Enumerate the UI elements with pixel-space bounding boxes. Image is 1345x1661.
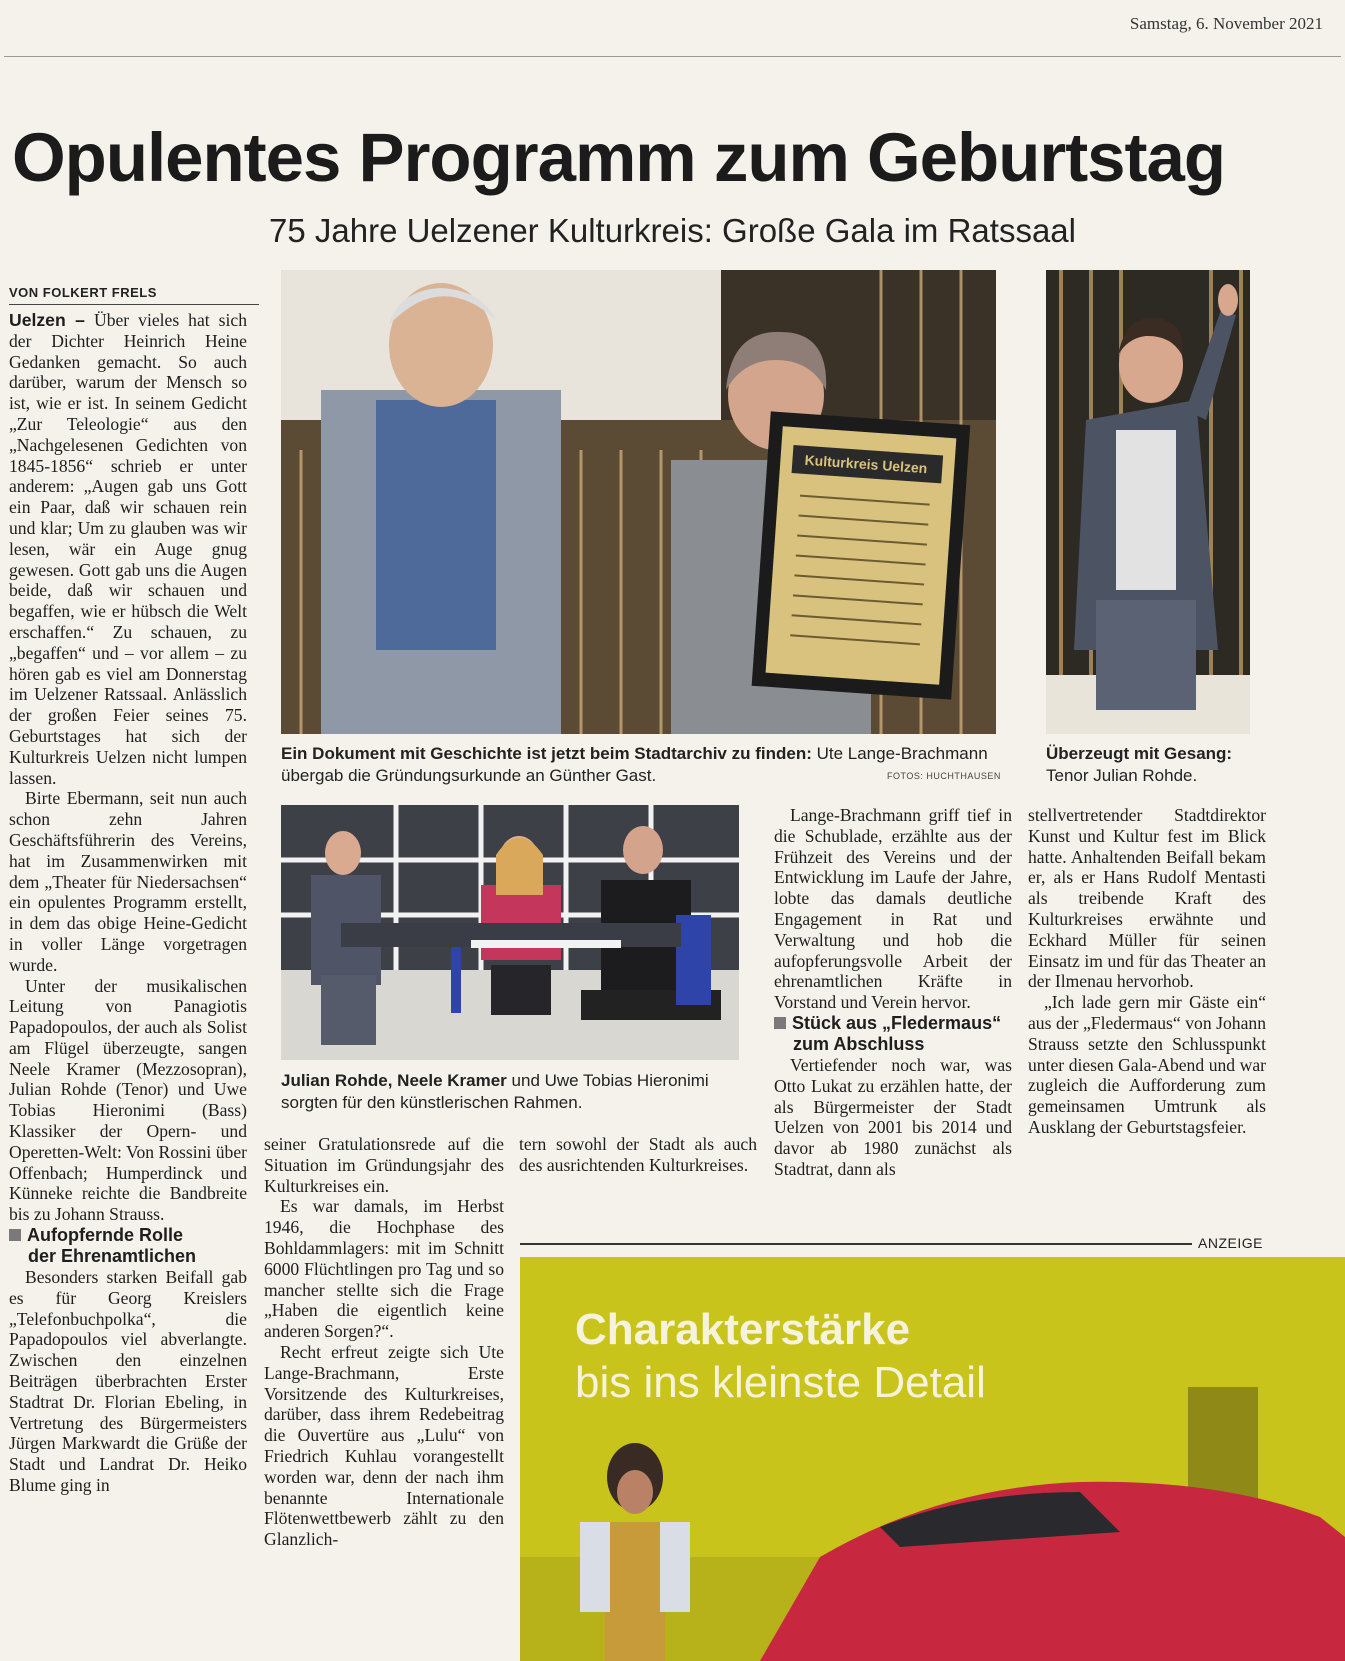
paragraph: Lange-Brachmann griff tief in die Schublade, erzählte aus der Frühzeit des Vereins und der Entwicklung im Laufe der Jahre, lobte das damals deutliche Engagement in Rat und Verwaltung und hob die aufopferungsvolle Arbeit der ehrenamtlichen Kräfte in Vorstand und Verein hervor.: [774, 805, 1012, 1013]
ad-divider: [520, 1243, 1192, 1245]
paragraph: Besonders starken Beifall gab es für Georg Kreislers „Telefonbuchpolka“, die Papadopoulos viel abverlangte. Zwischen den einzelnen Beiträgen überbrachten Erster Stadtrat Dr. Florian Ebeling, in Vertretung des Bürgermeisters Jürgen Markwardt die Grüße der Stadt und Landrat Dr. Heiko Blume ging in: [9, 1267, 247, 1496]
byline: VON FOLKERT FRELS: [9, 285, 157, 300]
paragraph: Es war damals, im Herbst 1946, die Hochphase des Bohldammlagers: mit im Schnitt 6000 Flüchtlingen pro Tag und so mancher stellte sich die Frage „Haben die eigentlich keine anderen Sorgen?“.: [264, 1196, 504, 1342]
article-column-4: [774, 805, 1012, 1180]
header-rule: [4, 56, 1341, 57]
dateline-place: Uelzen –: [9, 310, 85, 330]
square-bullet-icon: [774, 1017, 786, 1029]
paragraph: Uelzen – Über vieles hat sich der Dichter Heinrich Heine Gedanken gemacht. So auch darüber, warum der Mensch so ist, wie er ist. In seinem Gedicht „Zur Teleologie“ aus den „Nachgelesenen Gedichten von 1845-1856“ schrieb er unter anderem: „Augen gab uns Gott ein Paar, daß wir schauen rein und klar; Um zu glauben was wir lesen, wär ein Auge gnug gewesen. Gott gab uns die Augen beide, daß wir schauen und begaffen, wie er hübsch die Welt erschaffen.“ Zu schauen, zu „begaffen“ und – vor allem – zu hören gab es viel am Donnerstag im Uelzener Ratssaal. Anlässlich der großen Feier seines 75. Geburtstages hat sich der Kulturkreis Uelzen nicht lumpen lassen.: [9, 310, 247, 788]
issue-date: Samstag, 6. November 2021: [1129, 14, 1323, 33]
paragraph: seiner Gratulationsrede auf die Situation im Gründungsjahr des Kulturkreises ein.: [264, 1134, 504, 1196]
ad-label: ANZEIGE: [1198, 1235, 1263, 1251]
group-photo-caption: Julian Rohde, Neele Kramer und Uwe Tobias Hieronimi sorgten für den künstlerischen Rahmen.: [281, 1071, 709, 1112]
paragraph: Birte Ebermann, seit nun auch schon zehn Jahren Geschäftsführerin des Vereins, hat im Zusammenwirken mit dem „Theater für Niedersachsen“ ein opulentes Programm erstellt, in dem das obige Heine-Gedicht in voller Länge vorgetragen wurde.: [9, 788, 247, 975]
certificate-frame-title: Kulturkreis Uelzen: [804, 451, 928, 477]
group-photo: [281, 805, 739, 1060]
tenor-photo-caption: Überzeugt mit Gesang: Tenor Julian Rohde.: [1046, 744, 1233, 785]
subheadline: 75 Jahre Uelzener Kulturkreis: Große Gala im Ratssaal: [269, 212, 1076, 249]
article-column-2: [264, 1134, 504, 1661]
paragraph: Unter der musikalischen Leitung von Panagiotis Papadopoulos, der auch als Solist am Flügel überzeugte, sangen Neele Kramer (Mezzosopran), Julian Rohde (Tenor) und Uwe Tobias Hieronimi (Bass) Klassiker der Opern- und Operetten-Welt: Von Rossini über Offenbach; Humperdinck und Künneke reichte die Bandbreite bis zu Johann Strauss.: [9, 975, 247, 1225]
paragraph: „Ich lade gern mir Gäste ein“ aus der „Fledermaus“ von Johann Strauss setzte den Schlusspunkt unter diesen Gala-Abend und war zugleich die Aufforderung zum gemeinsamen Umtrunk als Ausklang der Geburtstagsfeier.: [1028, 992, 1266, 1137]
advertisement: [520, 1257, 1345, 1661]
main-photo: [281, 270, 996, 734]
byline-rule: [9, 304, 259, 305]
article-column-5: [1028, 805, 1266, 1138]
ad-headline: Charakterstärke: [575, 1305, 911, 1354]
section-subhead: Stück aus „Fledermaus“ zum Abschluss: [774, 1013, 1012, 1055]
paragraph: tern sowohl der Stadt als auch des ausrichtenden Kulturkreises.: [519, 1134, 757, 1175]
article-column-3: [519, 1134, 757, 1176]
paragraph: Recht erfreut zeigte sich Ute Lange-Brachmann, Erste Vorsitzende des Kulturkreises, darüber, dass ihrem Redebeitrag die Ouvertüre aus „Lulu“ von Friedrich Kuhlau vorangestellt worden war, denn der nach ihm benannte Internationale Flötenwettbewerb zählt zu den Glanzlich-: [264, 1341, 504, 1550]
paragraph: stellvertretender Stadtdirektor Kunst und Kultur fest im Blick hatte. Anhaltenden Beifall bekam er, als er Hans Rudolf Mentasti als treibende Kraft des Kulturkreises erwähnte und Eckhard Müller für seinen Einsatz im und für das Theater an der Ilmenau hervorhob.: [1028, 805, 1266, 992]
headline: Opulentes Programm zum Geburtstag: [12, 119, 1226, 196]
tenor-photo: [1046, 270, 1250, 734]
photo-credit: FOTOS: HUCHTHAUSEN: [887, 771, 1001, 781]
article-column-1: [9, 310, 247, 1661]
section-subhead: Aufopfernde Rolle der Ehrenamtlichen: [9, 1225, 247, 1267]
main-photo-caption: Ein Dokument mit Geschichte ist jetzt beim Stadtarchiv zu finden: Ute Lange-Brachmann übergab die Gründungsurkunde an Günther Gast.: [281, 744, 988, 785]
square-bullet-icon: [9, 1229, 21, 1241]
ad-subheadline: bis ins kleinste Detail: [575, 1358, 986, 1407]
paragraph: Vertiefender noch war, was Otto Lukat zu erzählen hatte, der als Bürgermeister der Stadt Uelzen von 2001 bis 2014 und davor ab 1980 zunächst als Stadtrat, dann als: [774, 1054, 1012, 1179]
